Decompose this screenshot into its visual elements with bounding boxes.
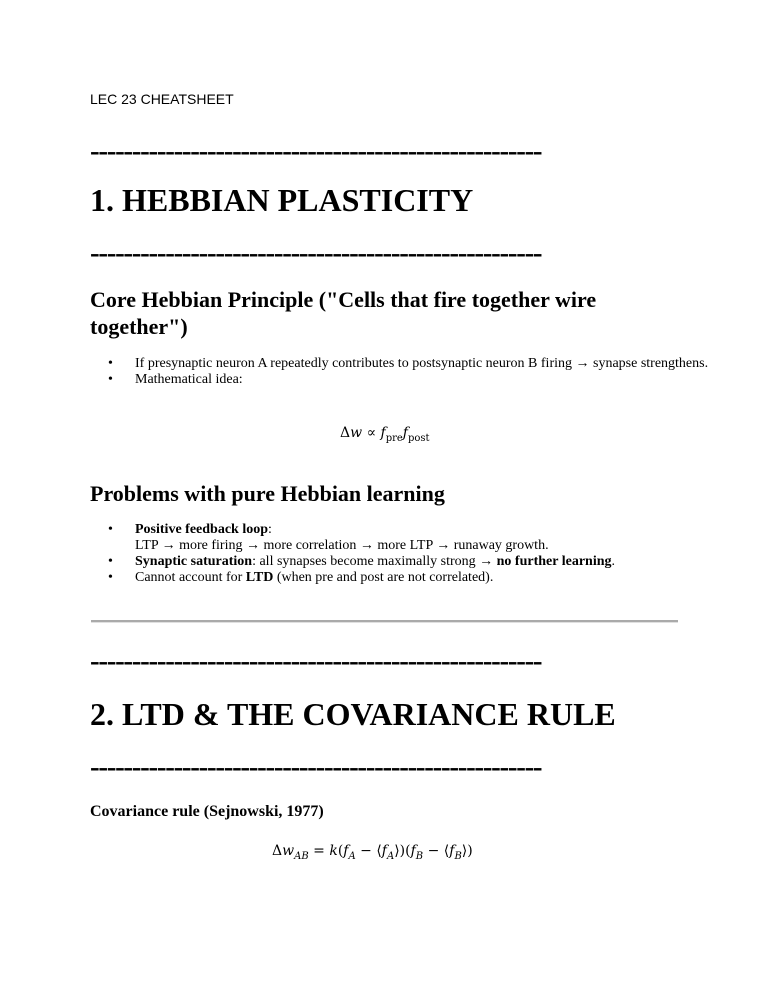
list-item: • Positive feedback loop: LTP → more firing → more correlation → more LTP → runaway growth. xyxy=(135,522,735,554)
list-item: • Synaptic saturation: all synapses become maximally strong → no further learning. xyxy=(135,554,735,570)
principle-list xyxy=(90,356,735,388)
problem-label: Synaptic saturation xyxy=(135,554,253,569)
section-2-title: 2. LTD & THE COVARIANCE RULE xyxy=(90,696,616,732)
problems-heading: Problems with pure Hebbian learning xyxy=(90,481,445,506)
separator-dashes: ------------------------------------------------------ xyxy=(90,645,542,677)
problem-label: Positive feedback loop xyxy=(135,522,268,537)
core-principle-heading: Core Hebbian Principle ("Cells that fire together wire together") xyxy=(90,287,597,339)
covariance-formula: $\Delta w_{AB} = k(f_A$ − $⟨f_A⟩)(f_B$ − $⟨f_B⟩$) xyxy=(272,843,473,862)
horizontal-rule xyxy=(91,620,678,623)
hebbian-formula: $\Delta w \propto f_{pre}f_{post}$ xyxy=(340,425,430,444)
list-item: • If presynaptic neuron A repeatedly contributes to postsynaptic neuron B firing → synapse strengthens. xyxy=(135,356,735,372)
problems-list xyxy=(90,522,735,586)
covariance-heading: Covariance rule (Sejnowski, 1977) xyxy=(90,803,324,820)
separator-dashes: ------------------------------------------------------ xyxy=(90,237,542,269)
separator-dashes: ------------------------------------------------------ xyxy=(90,751,542,783)
list-item: • Mathematical idea: xyxy=(135,372,735,388)
separator-dashes: ------------------------------------------------------ xyxy=(90,135,542,167)
document-header: LEC 23 CHEATSHEET xyxy=(90,91,234,107)
list-item: • Cannot account for LTD (when pre and post are not correlated). xyxy=(135,570,735,586)
section-1-title: 1. HEBBIAN PLASTICITY xyxy=(90,182,474,218)
